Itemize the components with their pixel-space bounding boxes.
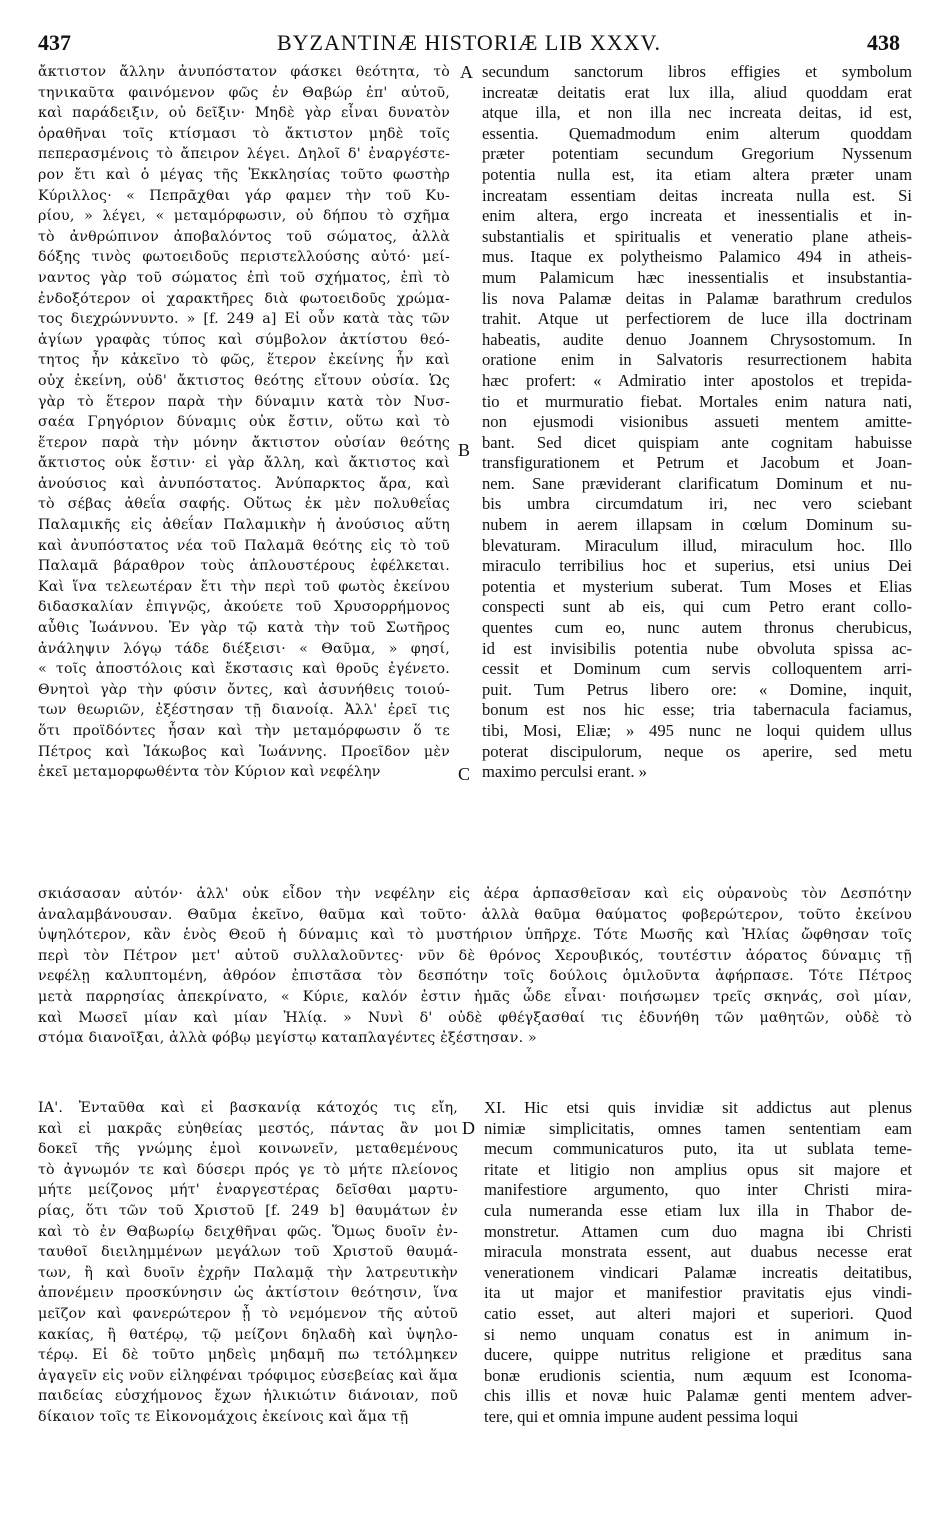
greek-text-line: παιδείας εὐσχήμονος ἔχων ἡλικιώτιν διάνοιαν, ποῦ (38, 1388, 458, 1405)
latin-text-line: chis illis et novæ huic Palamæ genti mentem adver- (484, 1386, 912, 1406)
latin-text-line: puit. Tum Petrus libero ore: « Domine, inquit, (482, 679, 912, 699)
latin-text-line: mus. Itaque ex polytheismo Palamico 494 in atheis- (482, 247, 912, 267)
greek-text-line: καὶ τὸ ἐν Θαβωρίῳ δειχθῆναι φῶς. Ὅμως δυοῖν ἐν- (38, 1223, 458, 1240)
latin-text-line: monstretur. Attamen cum duo magna ibi Christi (484, 1221, 912, 1241)
greek-text-line: τητος ἦν κἀκεῖνο τὸ φῶς, ἕτερον ἐκείνης ἦν καὶ (38, 352, 450, 369)
latin-text-line: id est invisibilis potentia nube obvoluta spissa ac- (482, 638, 912, 658)
greek-text-line: Κύριλλος· « Πεπρᾶχθαι γάρ φαμεν τὴν τοῦ Κυ- (38, 187, 450, 204)
latin-text-line: cessit et Dominum cum servis colloquentem arri- (482, 659, 912, 679)
greek-text-line: περὶ τὸν Πέτρον μετ' αὐτοῦ συλλαλοῦντες· νῦν δὲ θρόνος Χερουβικός, τουτέστιν ἀόρατος δύναμις τῇ (38, 947, 912, 964)
greek-text-line: δίκαιον τοῖς τε Εἰκονομάχοις ἐκείνοις καὶ ἅμα τῇ (38, 1408, 409, 1425)
latin-text-line: tere, qui et omnia impune audent pessima loqui (484, 1406, 799, 1426)
greek-text-line: μετὰ παρρησίας ἀπεκρίνατο, « Κύριε, καλόν ἐστιν ἡμᾶς ὧδε εἶναι· ποιήσωμεν τρεῖς σκηνάς, σοὶ μίαν, (38, 988, 912, 1005)
latin-text-line: transfigurationem et Petrum et Jacobum et Joan- (482, 453, 912, 473)
latin-text-line: cula numeranda esse etiam lux illa in Thabor de- (484, 1200, 912, 1220)
latin-text-line: ritate et litigio non amplius opus sit majore et (484, 1159, 912, 1179)
running-header (38, 30, 900, 60)
greek-text-line: δόξης τινὸς φωτοειδοῦς περιστελλούσης αὐτό· μεί- (38, 249, 450, 266)
latin-column-top (482, 62, 912, 783)
latin-text-line: maximo perculsi erant. » (482, 762, 647, 782)
greek-full-width-block (38, 884, 912, 1049)
latin-text-line: bonum est nos hic esse; tria tabernacula faciamus, (482, 700, 912, 720)
greek-text-line: ὅτι προϊδόντες ἦσαν καὶ τὴν μεταμόρφωσιν ὅ τε (38, 723, 450, 739)
latin-text-line: conspecti sunt ab eis, qui cum Petro erant collo- (482, 597, 912, 617)
latin-text-line: miraculo terribilius hoc et superius, etsi unius Dei (482, 556, 912, 576)
latin-text-line: præter potentiam secundum Gregorium Nyssenum (482, 144, 912, 164)
latin-text-line: bonæ erudionis scientia, num æquum est Iconoma- (484, 1365, 912, 1385)
greek-text-line: καὶ εἰ μακρᾶς εὐηθείας μεστός, πάντας ἂν μοι (38, 1120, 458, 1137)
greek-text-line: σκιάσασαν αὐτόν· ἀλλ' οὐκ εἶδον τὴν νεφέλην εἰς ἀέρα ἁρπασθεῖσαν καὶ εἰς οὐρανοὺς τὸν Δεσπότην (38, 886, 912, 902)
section-marker-d: D (462, 1118, 475, 1138)
greek-text-line: « τοῖς ἀποστόλοις καὶ ἔκστασις καὶ θροῦς ἐγένετο. (38, 661, 450, 678)
latin-text-line: ita ut major et manifestior pravitatis ejus vindi- (484, 1283, 912, 1303)
greek-text-line: Θνητοὶ γὰρ τὴν φύσιν ὄντες, καὶ ἀσυνήθεις τοιού- (38, 681, 450, 698)
latin-text-line: tio et murmuratio fiebat. Mortales enim natura nati, (482, 391, 912, 411)
greek-text-line: Παλαμᾶ βάραθρον τοὺς ἁπλουστέρους ἐφέλκεται. (38, 558, 450, 575)
greek-text-line: μήτε μείζονος μήτ' ἐναργεστέρας δεῖσθαι μαρτυ- (38, 1182, 458, 1199)
greek-text-line: ἀπονέμειν προσκύνησιν ὡς ἀκτίστοιν θεότησιν, ἵνα (38, 1285, 458, 1302)
latin-text-line: increatam essentiam deitas increata nulla est. Si (482, 185, 912, 205)
greek-text-line: ἀνάληψιν λόγῳ τάδε διέξεισι· « Θαῦμα, » φησί, (38, 640, 450, 657)
greek-text-line: τὸ ἀνθρώπινον ἀποβαλόντος τοῦ σώματος, ἀλλὰ (38, 228, 450, 245)
greek-text-line: ἀναλαμβάνουσαν. Θαῦμα ἐκεῖνο, θαῦμα καὶ τοῦτο· ἀλλὰ θαῦμα θαύματος φοβερώτερον, τοῦτο ἐκείνου (38, 906, 912, 923)
greek-text-line: ΙΑ'. Ἐνταῦθα καὶ εἰ βασκανίᾳ κάτοχός τις εἴη, (38, 1100, 458, 1116)
page-number-left: 437 (38, 30, 71, 55)
greek-text-line: ναντος γὰρ τοῦ σώματος ἐπὶ τοῦ σχήματος, ἐπὶ τὸ (38, 269, 450, 286)
latin-text-line: nubem in aerem illapsam in cœlum Dominum su- (482, 515, 912, 535)
latin-text-line: enim altera, ergo increata et inessentialis et in- (482, 206, 912, 226)
greek-text-line: γὰρ τὸ ἕτερον παρὰ τὴν δύναμιν κατὰ τὸν Νυσ- (38, 393, 450, 410)
latin-text-line: mum Palamicum hæc inessentialis et insubstantia- (482, 267, 912, 287)
greek-text-line: μεῖζον καὶ φανερώτερον ᾖ τὸ νεμόμενον τῆς αὐτοῦ (38, 1305, 458, 1322)
greek-column-top (38, 62, 450, 783)
greek-text-line: καὶ Μωσεῖ μίαν καὶ μίαν Ἠλίᾳ. » Νυνὶ δ' οὐδὲ φθέγξασθαί τις ἐδυνήθη τῶν μαθητῶν, οὐδὲ τὸ (38, 1009, 912, 1026)
greek-text-line: ρίας, ὅτι τῶν τοῦ Χριστοῦ [f. 249 b] θαυμάτων ἐν (38, 1202, 458, 1219)
greek-text-line: τηνικαῦτα φαινόμενον φῶς ἐν Θαβώρ ἐπ' αὐτοῦ, (38, 84, 450, 101)
latin-text-line: si nemo unquam conatus est in animum in- (484, 1324, 912, 1344)
greek-text-line: ἄκτιστον ἄλλην ἀνυπόστατον φάσκει θεότητα, τὸ (38, 64, 450, 80)
greek-column-bottom (38, 1098, 458, 1428)
latin-text-line: manifestiore argumento, quo inter Christi mira- (484, 1180, 912, 1200)
greek-text-line: σαέα Γρηγόριον δύναμις οὐκ ἔστιν, οὕτω καὶ τὸ (38, 414, 450, 431)
greek-text-line: καὶ ἀνυπόστατος νέα τοῦ Παλαμᾶ θεότης εἰς τὸ τοῦ (38, 537, 450, 554)
greek-text-line: των θεωριῶν, ἐξέστησαν τῇ διανοίᾳ. Ἀλλ' ἐρεῖ τις (38, 702, 450, 719)
greek-text-line: ἁγίων γραφὰς τύπος καὶ σύμβολον ἀκτίστου θεό- (38, 331, 450, 348)
latin-text-line: bis umbra circumdatum iri, nec vero sciebant (482, 494, 912, 514)
latin-text-line: venerationem vindicari Palamæ increatis deitatibus, (484, 1262, 912, 1282)
greek-text-line: ἐνδοξότερον οἱ χαρακτῆρες διὰ φωτοειδοῦς χρώμα- (38, 290, 450, 307)
latin-text-line: trahit. Atque ut perfectiorem de luce illa doctrinam (482, 309, 912, 329)
latin-text-line: atque illa, et non illa nec increata deitas, id est, (482, 103, 912, 123)
latin-text-line: XI. Hic etsi quis invidiæ sit addictus aut plenus (484, 1098, 912, 1117)
running-title: BYZANTINÆ HISTORIÆ LIB XXXV. (276, 30, 662, 55)
greek-text-line: τὸ σέβας ἀθεΐα σαφής. Οὕτως ἐκ μὲν πολυθεΐας (38, 496, 450, 513)
greek-text-line: ἐκεῖ μεταμορφωθέντα τὸν Κύριον καὶ νεφέλην (38, 764, 381, 781)
latin-text-line: potentia et mysterium suberat. Tum Moses et Elias (482, 576, 912, 596)
greek-text-line: διδασκαλίαν ἐπιγνῷς, ἀκούετε τοῦ Χρυσορρήμονος (38, 599, 450, 616)
section-marker-a: A (460, 62, 473, 82)
latin-text-line: lis nova Palamæ deitas in Palamæ barathrum credulos (482, 288, 912, 308)
greek-text-line: Καὶ ἵνα τελεωτέραν ἔτι τὴν περὶ τοῦ φωτὸς ἐκείνου (38, 578, 450, 595)
latin-text-line: catio esset, aut alteri majori et superiori. Quod (484, 1303, 912, 1323)
latin-text-line: nimiæ simplicitatis, omnes tamen sententiam eam (484, 1118, 912, 1138)
latin-text-line: essentia. Quemadmodum enim alterum quoddam (482, 123, 912, 143)
latin-text-line: nem. Sane præviderant clarificatum Dominum et nu- (482, 473, 912, 493)
section-marker-c: C (458, 764, 471, 784)
latin-text-line: increatæ deitatis erat lux illa, aliud quoddam erat (482, 82, 912, 102)
greek-text-line: τέρῳ. Εἰ δὲ τοῦτο μηδεὶς μηδαμῆ πω τετόλμηκεν (38, 1347, 458, 1364)
latin-column-bottom (484, 1098, 912, 1428)
latin-text-line: potentia nulla est, ita etiam altera præter unam (482, 164, 912, 184)
latin-text-line: mecum communicaturos puto, ita ut sublata teme- (484, 1139, 912, 1159)
greek-text-line: ἕτερον παρὰ τὴν μόνην ἄκτιστον οὐσίαν θεότης (38, 434, 450, 451)
latin-text-line: blevaturam. Miraculum illud, miraculum hoc. Illo (482, 535, 912, 555)
greek-text-line: στόμα διανοῖξαι, ἀλλὰ φόβῳ μεγίστῳ καταπλαγέντες ἐξέστησαν. » (38, 1030, 537, 1047)
section-marker-b: B (458, 440, 471, 460)
greek-text-line: τος διεχρώννυντο. » [f. 249 a] Εἰ οὖν κατὰ τὰς τῶν (38, 311, 450, 328)
greek-text-line: τὸ ἀγνωμόν τε καὶ δύσερι πρός γε τὸ μήτε πλείονος (38, 1161, 458, 1178)
greek-text-line: ἀγαγεῖν εἰς νοῦν εἰληφέναι τρόφιμος εὐσεβείας καὶ ἅμα (38, 1367, 458, 1384)
greek-text-line: αὖθις Ἰωάννου. Ἐν γὰρ τῷ κατὰ τὴν τοῦ Σωτῆρος (38, 620, 450, 637)
latin-text-line: ducere, quippe nutritus religione et præditus sana (484, 1345, 912, 1365)
greek-text-line: δοκεῖ τῆς γνώμης ἐμοὶ κοινωνεῖν, μεταθεμένους (38, 1141, 458, 1158)
latin-text-line: miracula monstrata essent, aut duabus necesse erat (484, 1242, 912, 1262)
latin-text-line: substantialis et spiritualis et veneratio plane atheis- (482, 226, 912, 246)
greek-text-line: νεφέλῃ καλυπτομένη, ἀθρόον ἐπιστᾶσα τὸν δεσπότην τοῖς δούλοις ὁμιλοῦντα ἀφήρπασε. Τότε Πέτρος (38, 968, 912, 985)
greek-text-line: κακίας, ἢ θατέρῳ, τῷ μείζονι δηλαδὴ καὶ ὑψηλο- (38, 1326, 458, 1343)
greek-text-line: πεπερασμένοις τὸ ἄπειρον λέγει. Δηλοῖ δ' ἐναργέστε- (38, 146, 450, 163)
greek-text-line: Παλαμικῆς εἰς ἀθεΐαν Παλαμικὴν ἡ ἀνούσιος αὕτη (38, 517, 450, 534)
greek-text-line: ταυθοῖ διειλημμένων μεγάλων τοῦ Χριστοῦ θαυμά- (38, 1244, 458, 1261)
greek-text-line: των, ἢ καὶ δυοῖν ἐχρῆν Παλαμᾷ τὴν λατρευτικὴν (38, 1264, 458, 1281)
latin-text-line: tibi, Mosi, Eliæ; » 495 nunc ne loqui quidem ullus (482, 721, 912, 740)
greek-text-line: ἀνούσιος καὶ ἀνυπόστατος. Ἀνύπαρκτος ἄρα, καὶ (38, 475, 450, 492)
greek-text-line: καὶ παράδειξιν, οὐ δεῖξιν· Μηδὲ γὰρ εἶναι δυνατὸν (38, 105, 450, 122)
latin-text-line: bant. Sed dicet quispiam ante cognitam habuisse (482, 432, 912, 452)
latin-text-line: secundum sanctorum libros effigies et symbolum (482, 62, 912, 81)
latin-text-line: poterat discipulorum, neque os aperire, sed metu (482, 741, 912, 761)
latin-text-line: hæc profert: « Admiratio inter apostolos et trepida- (482, 370, 912, 390)
greek-text-line: οὐχ ἐκείνη, οὐδ' ἄκτιστος θεότης εἴτουν οὐσία. Ὡς (38, 372, 450, 389)
latin-text-line: non ejusmodi visionibus assueti mentem amitte- (482, 412, 912, 432)
latin-text-line: oratione enim in Salvatoris resurrectionem habita (482, 350, 912, 370)
greek-text-line: ὁραθῆναι τοῖς κτίσμασι τὸ ἄκτιστον μηδὲ τοῖς (38, 125, 450, 142)
greek-text-line: ὑψηλότερον, κἂν ἑνὸς Θεοῦ ἡ δύναμις καὶ τὸ μυστήριον ὑπῆρχε. Τότε Μωσῆς καὶ Ἠλίας ὤφθησαν τοῖς (38, 927, 912, 944)
greek-text-line: ἄκτιστος οὐκ ἔστιν· εἰ γὰρ ἄλλη, καὶ ἄκτιστος καὶ (38, 455, 450, 472)
greek-text-line: ρίου, » λέγει, « μεταμόρφωσιν, οὐ δήπου τὸ σχῆμα (38, 208, 450, 225)
greek-text-line: Πέτρος καὶ Ἰάκωβος καὶ Ἰωάννης. Προεῖδον μὲν (38, 743, 450, 760)
latin-text-line: quentes cum eo, nunc autem thronus cherubicus, (482, 618, 912, 638)
greek-text-line: ρον ἔτι καὶ ὁ μέγας τῆς Ἐκκλησίας τοῦτο φωστὴρ (38, 166, 450, 183)
latin-text-line: habeatis, audite denuo Joannem Chrysostomum. In (482, 329, 912, 349)
page-number-right: 438 (867, 30, 900, 55)
